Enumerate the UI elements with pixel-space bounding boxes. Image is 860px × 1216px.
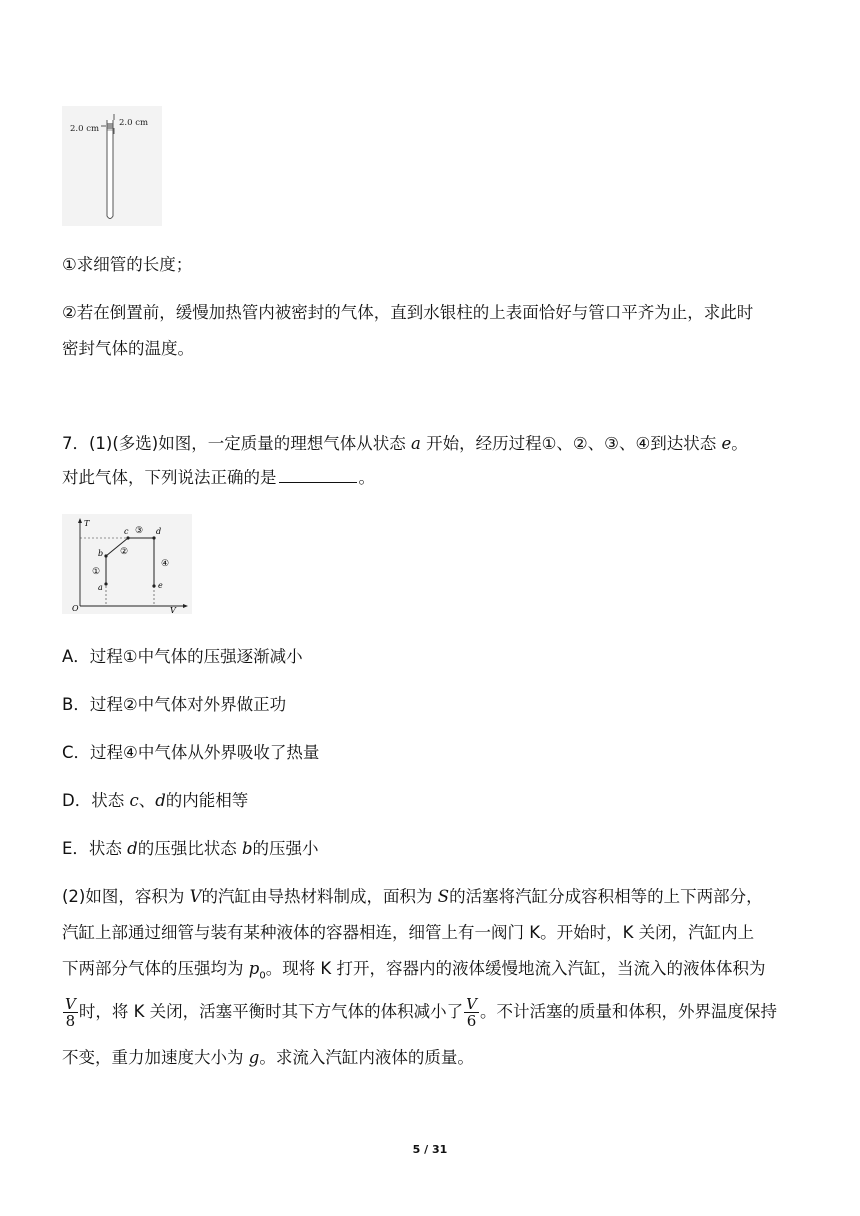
origin-O: O — [72, 604, 79, 613]
q7-stem-line2: 对此气体，下列说法正确的是 。 — [62, 468, 375, 487]
q7-2-line4: $\frac{V}{8}$ 时，将 K 关闭，活塞平衡时其下方气体的体积减小了 $\frac{V}{6}$ 。不计活塞的质量和体积，外界温度保持 — [65, 995, 777, 1030]
tv-diagram — [62, 514, 192, 614]
tube-label-left: 2.0 cm — [70, 124, 100, 134]
point-e: e — [158, 581, 163, 590]
answer-blank[interactable] — [279, 468, 357, 483]
option-E: E．状态 d的压强比状态 b的压强小 — [62, 839, 319, 858]
page-number: 5 / 31 — [412, 1143, 448, 1156]
q6-sub2-line2: 密封气体的温度。 — [62, 339, 194, 358]
option-A: A．过程①中气体的压强逐渐减小 — [62, 647, 303, 666]
tube-figure — [62, 106, 162, 226]
option-D: D．状态 c、d的内能相等 — [62, 791, 249, 810]
q7-2-line2: 汽缸上部通过细管与装有某种液体的容器相连，细管上有一阀门 K。开始时，K 关闭，汽缸内上 — [62, 923, 755, 942]
fraction-v-over-8: $\frac{V}{8}$ — [65, 995, 76, 1030]
option-C: C．过程④中气体从外界吸收了热量 — [62, 743, 320, 762]
point-c: c — [124, 527, 129, 536]
q7-2-line1: (2)如图，容积为 V的汽缸由导热材料制成，面积为 S的活塞将汽缸分成容积相等的上下两部分， — [62, 887, 763, 906]
tube-label-right: 2.0 cm — [119, 118, 149, 128]
q7-2-line3: 下两部分气体的压强均为 $p_0$。现将 K 打开，容器内的液体缓慢地流入汽缸，当流入的液体体积为 — [62, 959, 766, 982]
point-b: b — [98, 549, 104, 558]
q6-sub1: ①求细管的长度； — [62, 255, 193, 274]
axis-V: V — [170, 606, 176, 614]
q7-2-line5: 不变，重力加速度大小为 g。求流入汽缸内液体的质量。 — [62, 1048, 474, 1067]
point-a: a — [98, 583, 103, 592]
proc-1: ① — [92, 567, 101, 577]
q7-stem-line1: 7．(1)(多选)如图，一定质量的理想气体从状态 a 开始，经历过程①、②、③、④到达状态 e。 — [62, 434, 748, 453]
proc-2: ② — [120, 547, 129, 557]
fraction-v-over-6: $\frac{V}{6}$ — [466, 995, 477, 1030]
axis-T: T — [84, 519, 90, 528]
proc-4: ④ — [161, 559, 170, 569]
option-B: B．过程②中气体对外界做正功 — [62, 695, 287, 714]
point-d: d — [156, 527, 162, 536]
q6-sub2-line1: ②若在倒置前，缓慢加热管内被密封的气体，直到水银柱的上表面恰好与管口平齐为止，求此时 — [62, 303, 754, 322]
proc-3: ③ — [135, 526, 144, 536]
